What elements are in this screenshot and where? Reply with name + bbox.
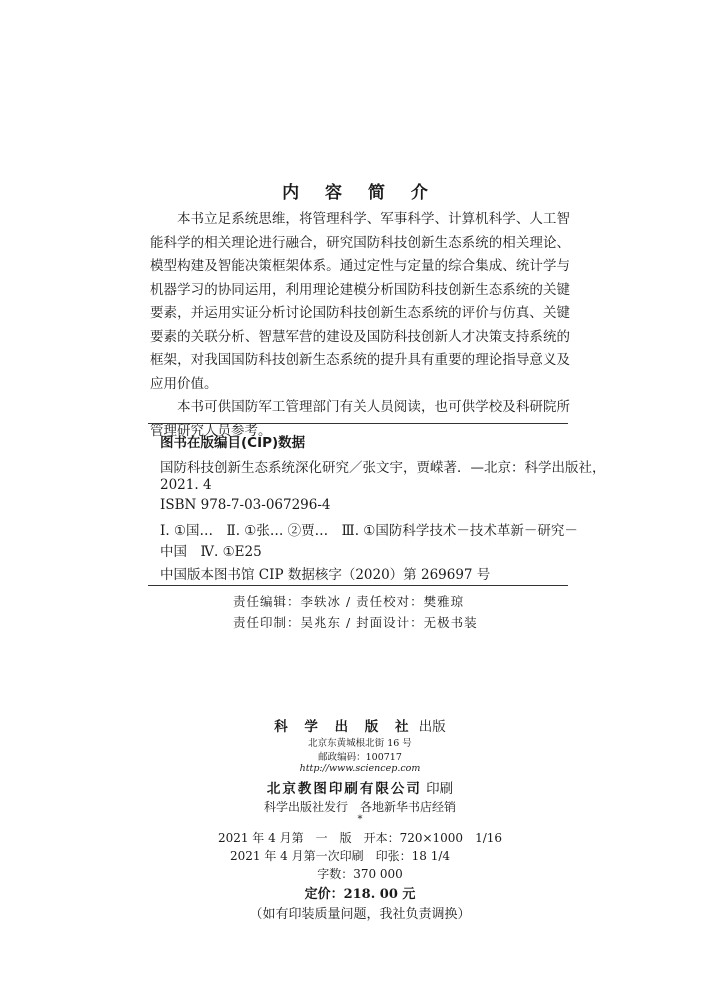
quality-note: （如有印装质量问题，我社负责调换）	[249, 907, 471, 922]
publisher-url: http://www.sciencep.com	[299, 763, 421, 774]
printer-line	[0, 777, 720, 797]
printer-name: 北京教图印刷有限公司	[266, 781, 422, 797]
word-count-line: 字数：370 000	[317, 867, 403, 881]
publisher-name: 科 学 出 版 社	[274, 719, 415, 735]
edition-line: 2021 年 4 月第 一 版 开本：720×1000 1/16	[217, 831, 503, 845]
publisher-address: 北京东黄城根北街 16 号	[308, 738, 412, 749]
distribution-line: 科学出版社发行 各地新华书店经销	[263, 800, 456, 814]
price-value: 218. 00 元	[343, 887, 416, 902]
publisher-action: 出版	[418, 719, 446, 735]
cip-verify: 中国版本图书馆 CIP 数据核字（2020）第 269697 号	[160, 567, 491, 583]
publisher-postcode: 邮政编码：100717	[318, 752, 402, 763]
cip-class-line-2: 中国 Ⅳ. ①E25	[160, 544, 262, 560]
cip-top-rule	[148, 423, 568, 424]
price-label: 定价：	[304, 887, 344, 902]
printing-line: 2021 年 4 月第一次印刷 印张：18 1/4	[230, 849, 451, 863]
cip-heading: 图书在版编目(CIP)数据	[160, 435, 306, 451]
summary-paragraph-1: 本书立足系统思维，将管理科学、军事科学、计算机科学、人工智能科学的相关理论进行融合，研究国防科技创新生态系统的相关理论、模型构建及智能决策框架体系。通过定性与定量的综合集成、统计学与机器学习的协同运用，利用理论建模分析国防科技创新生态系统的关键要素，并运用实证分析讨论国防科技创新生态系统的评价与仿真、关键要素的关联分析、智慧军营的建设及国防科技创新人才决策支持系统的框架，对我国国防科技创新生态系统的提升具有重要的理论指导意义及应用价值。	[150, 211, 570, 392]
summary-paragraph-2: 本书可供国防军工管理部门有关人员阅读，也可供学校及科研院所管理研究人员参考。	[150, 399, 570, 439]
cip-book-line-1: 国防科技创新生态系统深化研究／张文宇，贾嵘著．—北京：科学出版社，	[160, 460, 606, 476]
summary-title: 内 容 简 介	[282, 183, 438, 203]
cip-class-line-1: Ⅰ. ①国… Ⅱ. ①张… ②贾… Ⅲ. ①国防科学技术－技术革新－研究－	[160, 523, 578, 539]
price-line	[0, 883, 720, 902]
responsibility-line-1: 责任编辑：李轶冰 / 责任校对：樊雅琼	[233, 594, 465, 609]
cip-bottom-rule	[148, 585, 568, 586]
imprint-separator: *	[357, 814, 363, 825]
responsibility-line-2: 责任印制：吴兆东 / 封面设计：无极书装	[233, 615, 478, 630]
printer-action: 印刷	[426, 781, 454, 797]
publisher-line	[0, 715, 720, 735]
summary-body	[150, 208, 570, 443]
cip-isbn: ISBN 978-7-03-067296-4	[160, 497, 331, 513]
cip-book-line-2: 2021. 4	[160, 477, 212, 493]
